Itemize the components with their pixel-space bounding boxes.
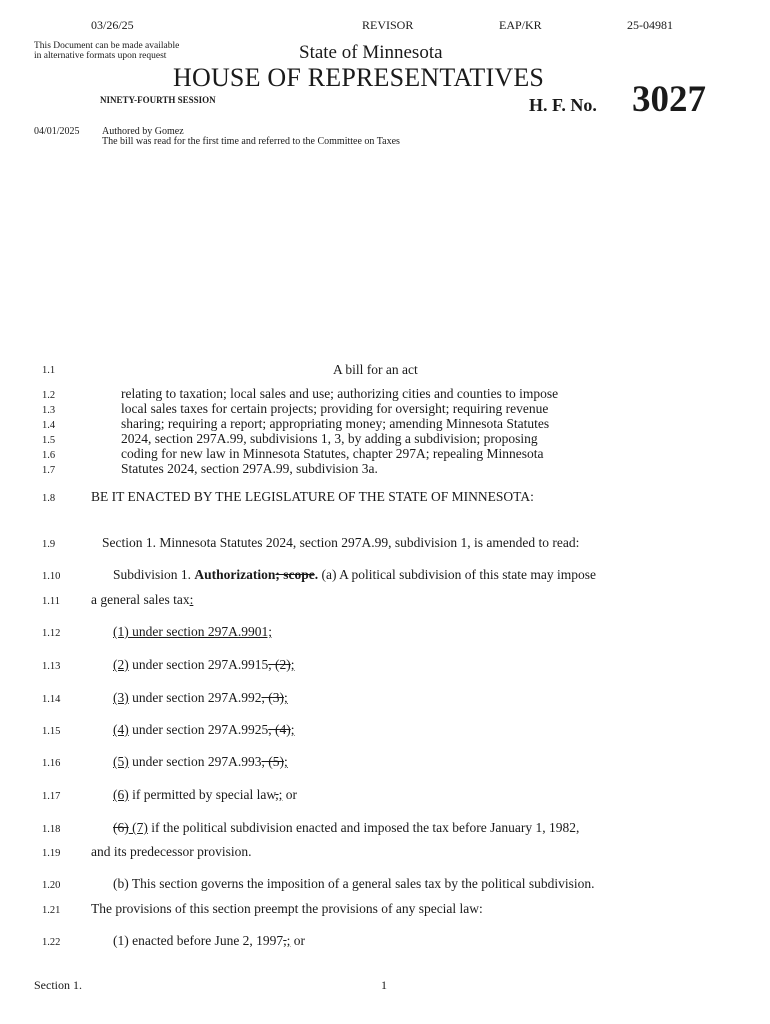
- hf-label: H. F. No.: [529, 95, 597, 115]
- title-line: local sales taxes for certain projects; providing for oversight; requiring revenue: [121, 401, 549, 416]
- heading-period: .: [314, 567, 319, 582]
- line-number: 1.6: [42, 450, 56, 461]
- inserted-text: (7): [128, 820, 148, 835]
- line-number: 1.20: [42, 880, 61, 891]
- inserted-text: (4): [113, 722, 129, 737]
- struck-text: ,: [283, 933, 287, 948]
- line-number: 1.1: [42, 365, 56, 376]
- subdivision-label: Subdivision 1.: [113, 567, 195, 582]
- statute-line: [91, 592, 193, 608]
- line-number: 1.18: [42, 824, 61, 835]
- line-number: 1.22: [42, 937, 61, 948]
- inserted-text: ;: [283, 690, 288, 705]
- statute-line: The provisions of this section preempt the provisions of any special law:: [91, 901, 483, 916]
- inserted-text: :: [189, 592, 194, 607]
- enacting-clause: BE IT ENACTED BY THE LEGISLATURE OF THE STATE OF MINNESOTA:: [91, 489, 534, 504]
- header-doc-code: 25-04981: [627, 18, 673, 32]
- page-number: 1: [381, 978, 387, 992]
- statute-text: if the political subdivision enacted and imposed the tax before January 1, 1982,: [147, 820, 580, 835]
- line-number: 1.10: [42, 571, 61, 582]
- line-number: 1.15: [42, 726, 61, 737]
- statute-line: [113, 820, 579, 836]
- line-number: 1.14: [42, 694, 61, 705]
- subdivision-heading: Authorization: [194, 567, 276, 582]
- inserted-text: ;: [290, 722, 295, 737]
- struck-text: , (3): [261, 690, 284, 705]
- struck-text: ,: [275, 787, 279, 802]
- header-date: 03/26/25: [91, 18, 134, 32]
- statute-line: [113, 933, 305, 949]
- inserted-text: ;: [278, 787, 283, 802]
- line-number: 1.21: [42, 905, 61, 916]
- header-initials: EAP/KR: [499, 18, 542, 32]
- statute-text: a general sales tax: [91, 592, 190, 607]
- hf-number: 3027: [632, 79, 706, 120]
- statute-text: (1) enacted before June 2, 1997: [113, 933, 284, 948]
- title-line: relating to taxation; local sales and use; authorizing cities and counties to impose: [121, 386, 559, 401]
- struck-text: ; scope: [275, 567, 315, 582]
- struck-text: (6): [113, 820, 129, 835]
- inserted-text: (6): [113, 787, 129, 802]
- struck-text: , (4): [268, 722, 291, 737]
- inserted-text: ;: [290, 657, 295, 672]
- statute-text: under section 297A.9925: [128, 722, 269, 737]
- struck-text: , (2): [268, 657, 291, 672]
- line-number: 1.4: [42, 420, 56, 431]
- struck-text: , (5): [261, 754, 284, 769]
- statute-text: (a) A political subdivision of this state may impose: [318, 567, 596, 582]
- statute-text: under section 297A.9915: [128, 657, 269, 672]
- state-title: State of Minnesota: [299, 42, 443, 63]
- footer-section: Section 1.: [34, 978, 82, 992]
- title-line: coding for new law in Minnesota Statutes, chapter 297A; repealing Minnesota: [121, 446, 544, 461]
- statute-line: [113, 787, 297, 803]
- statute-text: or: [282, 787, 297, 802]
- line-number: 1.9: [42, 539, 56, 550]
- line-number: 1.3: [42, 405, 56, 416]
- statute-line: (b) This section governs the imposition of a general sales tax by the political subdivision.: [113, 876, 595, 891]
- statute-line: [113, 624, 272, 640]
- line-number: 1.16: [42, 758, 61, 769]
- line-number: 1.13: [42, 661, 61, 672]
- alt-format-notice-line1: This Document can be made available: [34, 41, 180, 51]
- session-label: NINETY-FOURTH SESSION: [100, 95, 216, 105]
- statute-line: [113, 690, 288, 706]
- title-line: sharing; requiring a report; appropriating money; amending Minnesota Statutes: [121, 416, 550, 431]
- authored-by: Authored by Gomez: [102, 126, 184, 137]
- statute-line: [113, 722, 295, 738]
- inserted-text: ;: [286, 933, 291, 948]
- statute-text: under section 297A.992: [128, 690, 262, 705]
- house-title: HOUSE OF REPRESENTATIVES: [173, 63, 545, 92]
- statute-line: [113, 657, 295, 673]
- line-number: 1.12: [42, 628, 61, 639]
- statute-line: [113, 754, 288, 770]
- line-number: 1.2: [42, 390, 56, 401]
- title-line: 2024, section 297A.99, subdivisions 1, 3, by adding a subdivision; proposing: [121, 431, 538, 446]
- bill-heading: A bill for an act: [333, 362, 418, 377]
- inserted-text: (1) under section 297A.9901;: [113, 624, 272, 639]
- line-number: 1.7: [42, 465, 56, 476]
- authored-date: 04/01/2025: [34, 126, 80, 137]
- line-number: 1.17: [42, 791, 61, 802]
- inserted-text: (3): [113, 690, 129, 705]
- inserted-text: ;: [283, 754, 288, 769]
- line-number: 1.5: [42, 435, 56, 446]
- line-number: 1.11: [42, 596, 60, 607]
- section-heading: Section 1. Minnesota Statutes 2024, section 297A.99, subdivision 1, is amended to read:: [102, 535, 580, 550]
- statute-text: under section 297A.993: [128, 754, 262, 769]
- line-number: 1.19: [42, 848, 61, 859]
- inserted-text: (2): [113, 657, 129, 672]
- statute-line: [113, 567, 596, 583]
- statute-line: and its predecessor provision.: [91, 844, 252, 859]
- line-number: 1.8: [42, 493, 56, 504]
- title-line: Statutes 2024, section 297A.99, subdivision 3a.: [121, 461, 378, 476]
- alt-format-notice-line2: in alternative formats upon request: [34, 51, 167, 61]
- inserted-text: (5): [113, 754, 129, 769]
- header-revisor: REVISOR: [362, 18, 414, 32]
- statute-text: or: [290, 933, 305, 948]
- committee-referral: The bill was read for the first time and referred to the Committee on Taxes: [102, 136, 400, 147]
- statute-text: if permitted by special law: [128, 787, 276, 802]
